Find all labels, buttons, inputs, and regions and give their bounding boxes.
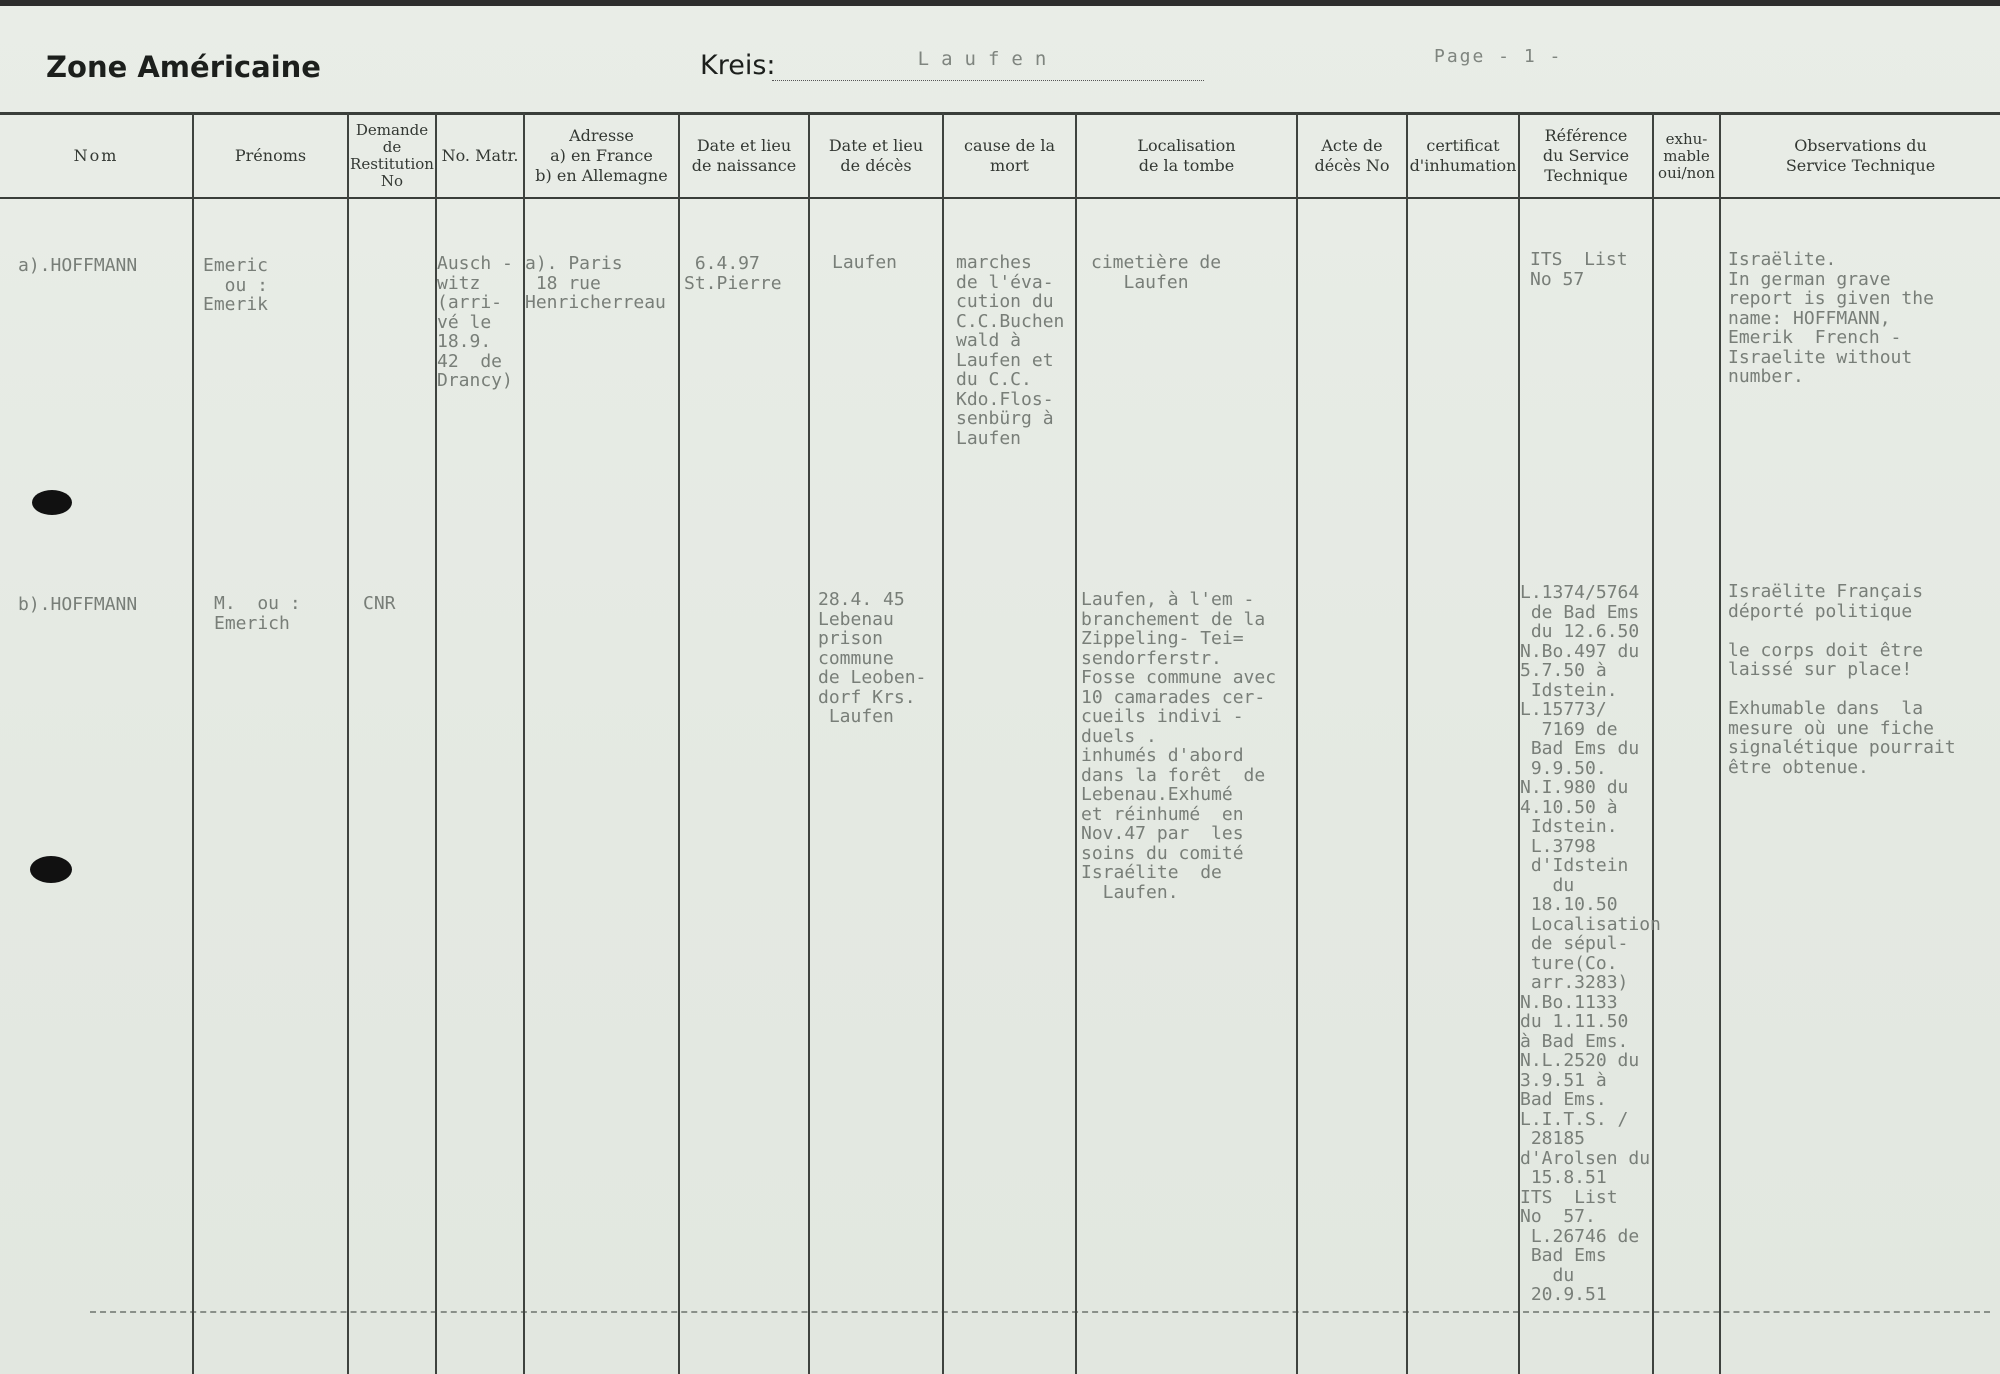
column-divider — [1406, 113, 1408, 1374]
row-a-observations: Israëlite. In german grave report is given the name: HOFFMANN, Emerik French - Israelite without number. — [1728, 249, 1934, 387]
column-header-prenoms: Prénoms — [234, 146, 307, 165]
column-header-matr: No. Matr. — [441, 146, 519, 165]
column-header-nom: Nom — [73, 146, 119, 165]
row-a-reference: ITS List No 57 — [1530, 249, 1628, 290]
row-a-adresse: a). Paris 18 rue Henricherreau — [525, 253, 666, 313]
kreis-value: Laufen — [772, 48, 1204, 81]
row-b-tombe: Laufen, à l'em - branchement de la Zippeling- Tei= sendorferstr. Fosse commune avec 10 camarades cer- cueils indivi - duels . inhumés d'abord dans la forêt de Lebenau.Exhumé et réinhumé en Nov.47 par les soins du comité Israélite de Laufen. — [1081, 589, 1277, 903]
column-divider — [192, 113, 194, 1374]
column-divider — [1075, 113, 1077, 1374]
zone-title: Zone Américaine — [46, 50, 321, 84]
column-header-reference: Référence du Service Technique — [1542, 126, 1630, 185]
row-a-prenoms: Emeric ou : Emerik — [203, 255, 269, 315]
row-a-matr: Ausch - witz (arri- vé le 18.9. 42 de Drancy) — [437, 253, 513, 391]
column-divider — [942, 113, 944, 1374]
header-bottom-rule — [0, 197, 2000, 199]
column-header-acte: Acte de décès No — [1314, 136, 1390, 175]
row-a-cause: marches de l'éva- cution du C.C.Buchen wald à Laufen et du C.C. Kdo.Flos- senbürg à Laufen — [956, 252, 1065, 449]
row-b-deces: 28.4. 45 Lebenau prison commune de Leoben- dorf Krs. Laufen — [818, 589, 927, 727]
row-a-nom: a).HOFFMANN — [18, 255, 138, 276]
column-divider — [808, 113, 810, 1374]
scan-edge — [0, 0, 2000, 6]
dashed-rule — [90, 1311, 1990, 1313]
page-number: Page - 1 - — [1434, 46, 1563, 67]
column-header-deces: Date et lieu de décès — [828, 136, 924, 175]
row-a-deces: Laufen — [832, 252, 898, 273]
column-header-exhumable: exhu- mable oui/non — [1658, 129, 1715, 182]
column-divider — [1296, 113, 1298, 1374]
row-b-demande: CNR — [363, 593, 396, 614]
column-header-observations: Observations du Service Technique — [1785, 136, 1936, 175]
column-divider — [1719, 113, 1721, 1374]
row-b-nom: b).HOFFMANN — [18, 594, 138, 615]
column-header-demande: Demande de Restitution No — [350, 121, 434, 190]
column-divider — [678, 113, 680, 1374]
punch-hole-mark — [30, 856, 72, 883]
row-b-reference: L.1374/5764 de Bad Ems du 12.6.50 N.Bo.497 du 5.7.50 à Idstein. L.15773/ 7169 de Bad Ems du 9.9.50. N.I.980 du 4.10.50 à Idstein. L.3798 d'Idstein du 18.10.50 Localisation de sépul- ture(Co. arr.3283) N.Bo.1133 du 1.11.50 à Bad Ems. N.L.2520 du 3.9.51 à Bad Ems. L.I.T.S. / 28185 d'Arolsen du 15.8.51 ITS List No 57. L.26746 de Bad Ems du 20.9.51 — [1520, 582, 1661, 1305]
row-a-naissance: 6.4.97 St.Pierre — [684, 253, 782, 294]
column-header-tombe: Localisation de la tombe — [1137, 136, 1236, 175]
column-header-naissance: Date et lieu de naissance — [691, 136, 797, 175]
punch-hole-mark — [32, 490, 72, 515]
column-divider — [347, 113, 349, 1374]
kreis-label: Kreis: — [700, 50, 776, 81]
column-header-cause: cause de la mort — [963, 136, 1056, 175]
column-header-adresse: Adresse a) en France b) en Allemagne — [535, 126, 668, 185]
row-a-tombe: cimetière de Laufen — [1091, 252, 1222, 293]
row-b-observations: Israëlite Français déporté politique le corps doit être laissé sur place! Exhumable dans la mesure où une fiche signalétique pourrait être obtenue. — [1728, 581, 1956, 778]
row-b-prenoms: M. ou : Emerich — [214, 593, 301, 634]
column-header-certificat: certificat d'inhumation — [1409, 136, 1517, 175]
